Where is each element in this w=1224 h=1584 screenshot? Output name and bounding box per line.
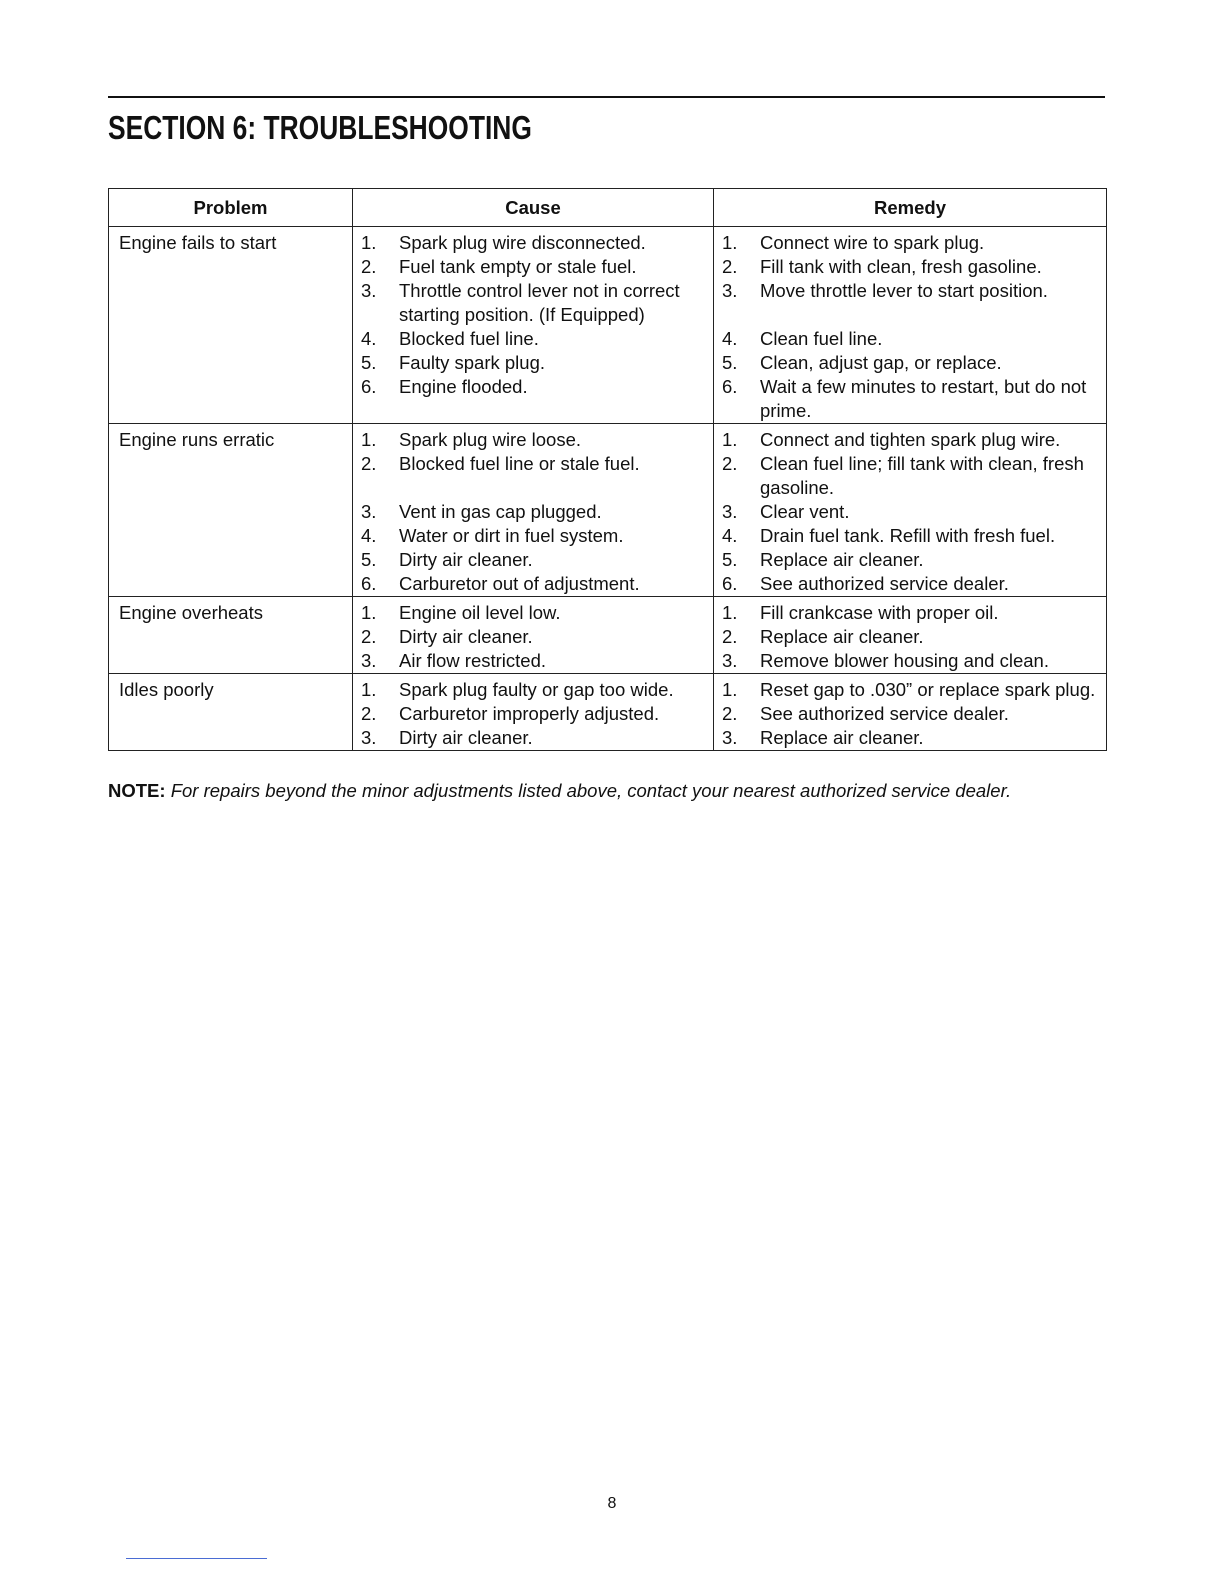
cause-item [361, 524, 709, 548]
page-number: 8 [607, 1495, 617, 1512]
remedy-item-text: Connect wire to spark plug. [760, 232, 985, 253]
remedy-item-number: 1. [722, 602, 738, 623]
remedy-item-text: Wait a few minutes to restart, but do not prime. [760, 376, 1087, 421]
note-label: NOTE: [108, 780, 166, 801]
remedy-item [722, 255, 1102, 279]
cause-item-number: 4. [361, 525, 377, 546]
remedy-item-text: See authorized service dealer. [760, 573, 1009, 594]
remedy-item-number: 5. [722, 549, 738, 570]
cause-item [361, 601, 709, 625]
table-row [109, 674, 1107, 751]
cause-item [361, 428, 709, 452]
cause-cell [353, 674, 714, 751]
cause-item-text: Spark plug wire disconnected. [399, 232, 646, 253]
remedy-item-text: Reset gap to .030” or replace spark plug. [760, 679, 1096, 700]
remedy-item-number: 1. [722, 429, 738, 450]
remedy-item-number: 3. [722, 727, 738, 748]
remedy-item-text: Replace air cleaner. [760, 549, 924, 570]
cause-item [361, 327, 709, 351]
remedy-item-number: 4. [722, 525, 738, 546]
remedy-item-text: Move throttle lever to start position. [760, 280, 1048, 301]
cause-item-number: 1. [361, 429, 377, 450]
cause-item-number: 3. [361, 727, 377, 748]
remedy-item [722, 524, 1102, 548]
remedy-item-text: Remove blower housing and clean. [760, 650, 1049, 671]
cause-item-number: 1. [361, 602, 377, 623]
cause-item-number: 3. [361, 280, 377, 301]
remedy-item-number: 1. [722, 232, 738, 253]
cause-item [361, 702, 709, 726]
cause-item [361, 375, 709, 423]
remedy-item-text: Clean fuel line; fill tank with clean, fresh gasoline. [760, 453, 1084, 498]
table-row [109, 597, 1107, 674]
link-underline [126, 1558, 267, 1559]
cause-item-number: 2. [361, 703, 377, 724]
remedy-item [722, 649, 1102, 673]
cause-item-number: 3. [361, 650, 377, 671]
table-header-row [109, 189, 1107, 227]
remedy-item [722, 279, 1102, 327]
cause-cell [353, 227, 714, 424]
cause-item-number: 2. [361, 626, 377, 647]
problem-cell: Idles poorly [109, 674, 353, 751]
remedy-item [722, 726, 1102, 750]
remedy-item [722, 452, 1102, 500]
cause-item-text: Engine oil level low. [399, 602, 561, 623]
cause-item-text: Faulty spark plug. [399, 352, 546, 373]
cause-item [361, 279, 709, 327]
cause-item-text: Blocked fuel line. [399, 328, 539, 349]
cause-cell [353, 424, 714, 597]
cause-item-text: Spark plug faulty or gap too wide. [399, 679, 674, 700]
problem-cell: Engine fails to start [109, 227, 353, 424]
cause-item-text: Spark plug wire loose. [399, 429, 582, 450]
cause-item-text: Blocked fuel line or stale fuel. [399, 453, 640, 474]
remedy-item-text: Clean, adjust gap, or replace. [760, 352, 1002, 373]
top-rule [108, 96, 1105, 98]
cause-item-number: 2. [361, 256, 377, 277]
table-body [109, 227, 1107, 751]
remedy-cell [714, 424, 1107, 597]
remedy-item-text: Replace air cleaner. [760, 626, 924, 647]
cause-item-text: Air flow restricted. [399, 650, 547, 671]
remedy-item [722, 548, 1102, 572]
remedy-item-text: Connect and tighten spark plug wire. [760, 429, 1061, 450]
table-row [109, 424, 1107, 597]
cause-item-number: 1. [361, 232, 377, 253]
cause-item-number: 6. [361, 376, 377, 397]
table-row [109, 227, 1107, 424]
header-problem: Problem [109, 189, 353, 227]
cause-item [361, 452, 709, 500]
cause-item-text: Dirty air cleaner. [399, 549, 533, 570]
remedy-item-text: Drain fuel tank. Refill with fresh fuel. [760, 525, 1056, 546]
remedy-item-number: 2. [722, 256, 738, 277]
cause-item [361, 678, 709, 702]
cause-item-number: 2. [361, 453, 377, 474]
cause-item-text: Carburetor improperly adjusted. [399, 703, 660, 724]
remedy-item [722, 625, 1102, 649]
cause-item-text: Throttle control lever not in correct starting position. (If Equipped) [399, 280, 680, 325]
cause-item-text: Vent in gas cap plugged. [399, 501, 602, 522]
cause-item-text: Dirty air cleaner. [399, 626, 533, 647]
cause-item-text: Carburetor out of adjustment. [399, 573, 640, 594]
remedy-item-number: 2. [722, 453, 738, 474]
header-cause: Cause [353, 189, 714, 227]
remedy-item-number: 2. [722, 703, 738, 724]
header-remedy: Remedy [714, 189, 1107, 227]
cause-item-text: Fuel tank empty or stale fuel. [399, 256, 637, 277]
remedy-item [722, 601, 1102, 625]
cause-item-number: 4. [361, 328, 377, 349]
cause-item-text: Engine flooded. [399, 376, 528, 397]
remedy-item-number: 6. [722, 573, 738, 594]
remedy-item [722, 351, 1102, 375]
remedy-item [722, 500, 1102, 524]
section-title: SECTION 6: TROUBLESHOOTING [108, 109, 532, 146]
remedy-item-number: 6. [722, 376, 738, 397]
remedy-item-number: 4. [722, 328, 738, 349]
remedy-item-text: Clear vent. [760, 501, 850, 522]
remedy-item [722, 702, 1102, 726]
remedy-item-number: 1. [722, 679, 738, 700]
cause-item [361, 649, 709, 673]
problem-cell: Engine overheats [109, 597, 353, 674]
remedy-item-text: Fill crankcase with proper oil. [760, 602, 999, 623]
cause-item-text: Dirty air cleaner. [399, 727, 533, 748]
remedy-item [722, 678, 1102, 702]
remedy-item [722, 327, 1102, 351]
remedy-item-number: 2. [722, 626, 738, 647]
cause-item-number: 5. [361, 549, 377, 570]
remedy-item-text: See authorized service dealer. [760, 703, 1009, 724]
remedy-item-number: 3. [722, 280, 738, 301]
cause-item [361, 572, 709, 596]
cause-item-number: 3. [361, 501, 377, 522]
cause-item [361, 548, 709, 572]
cause-item [361, 625, 709, 649]
remedy-item [722, 231, 1102, 255]
remedy-cell [714, 674, 1107, 751]
cause-item [361, 255, 709, 279]
remedy-cell [714, 597, 1107, 674]
cause-item [361, 500, 709, 524]
remedy-item-text: Fill tank with clean, fresh gasoline. [760, 256, 1042, 277]
remedy-item-text: Clean fuel line. [760, 328, 883, 349]
troubleshooting-table [108, 188, 1107, 751]
cause-item-number: 6. [361, 573, 377, 594]
cause-item-number: 5. [361, 352, 377, 373]
remedy-item-number: 3. [722, 650, 738, 671]
cause-item [361, 726, 709, 750]
cause-item-number: 1. [361, 679, 377, 700]
remedy-item [722, 428, 1102, 452]
problem-cell: Engine runs erratic [109, 424, 353, 597]
remedy-item-number: 3. [722, 501, 738, 522]
cause-item-text: Water or dirt in fuel system. [399, 525, 624, 546]
note-text: For repairs beyond the minor adjustments listed above, contact your nearest authorized service dealer. [170, 780, 1012, 801]
note [108, 779, 1118, 803]
remedy-cell [714, 227, 1107, 424]
remedy-item [722, 572, 1102, 596]
remedy-item [722, 375, 1102, 423]
cause-item [361, 351, 709, 375]
remedy-item-text: Replace air cleaner. [760, 727, 924, 748]
cause-cell [353, 597, 714, 674]
cause-item [361, 231, 709, 255]
remedy-item-number: 5. [722, 352, 738, 373]
